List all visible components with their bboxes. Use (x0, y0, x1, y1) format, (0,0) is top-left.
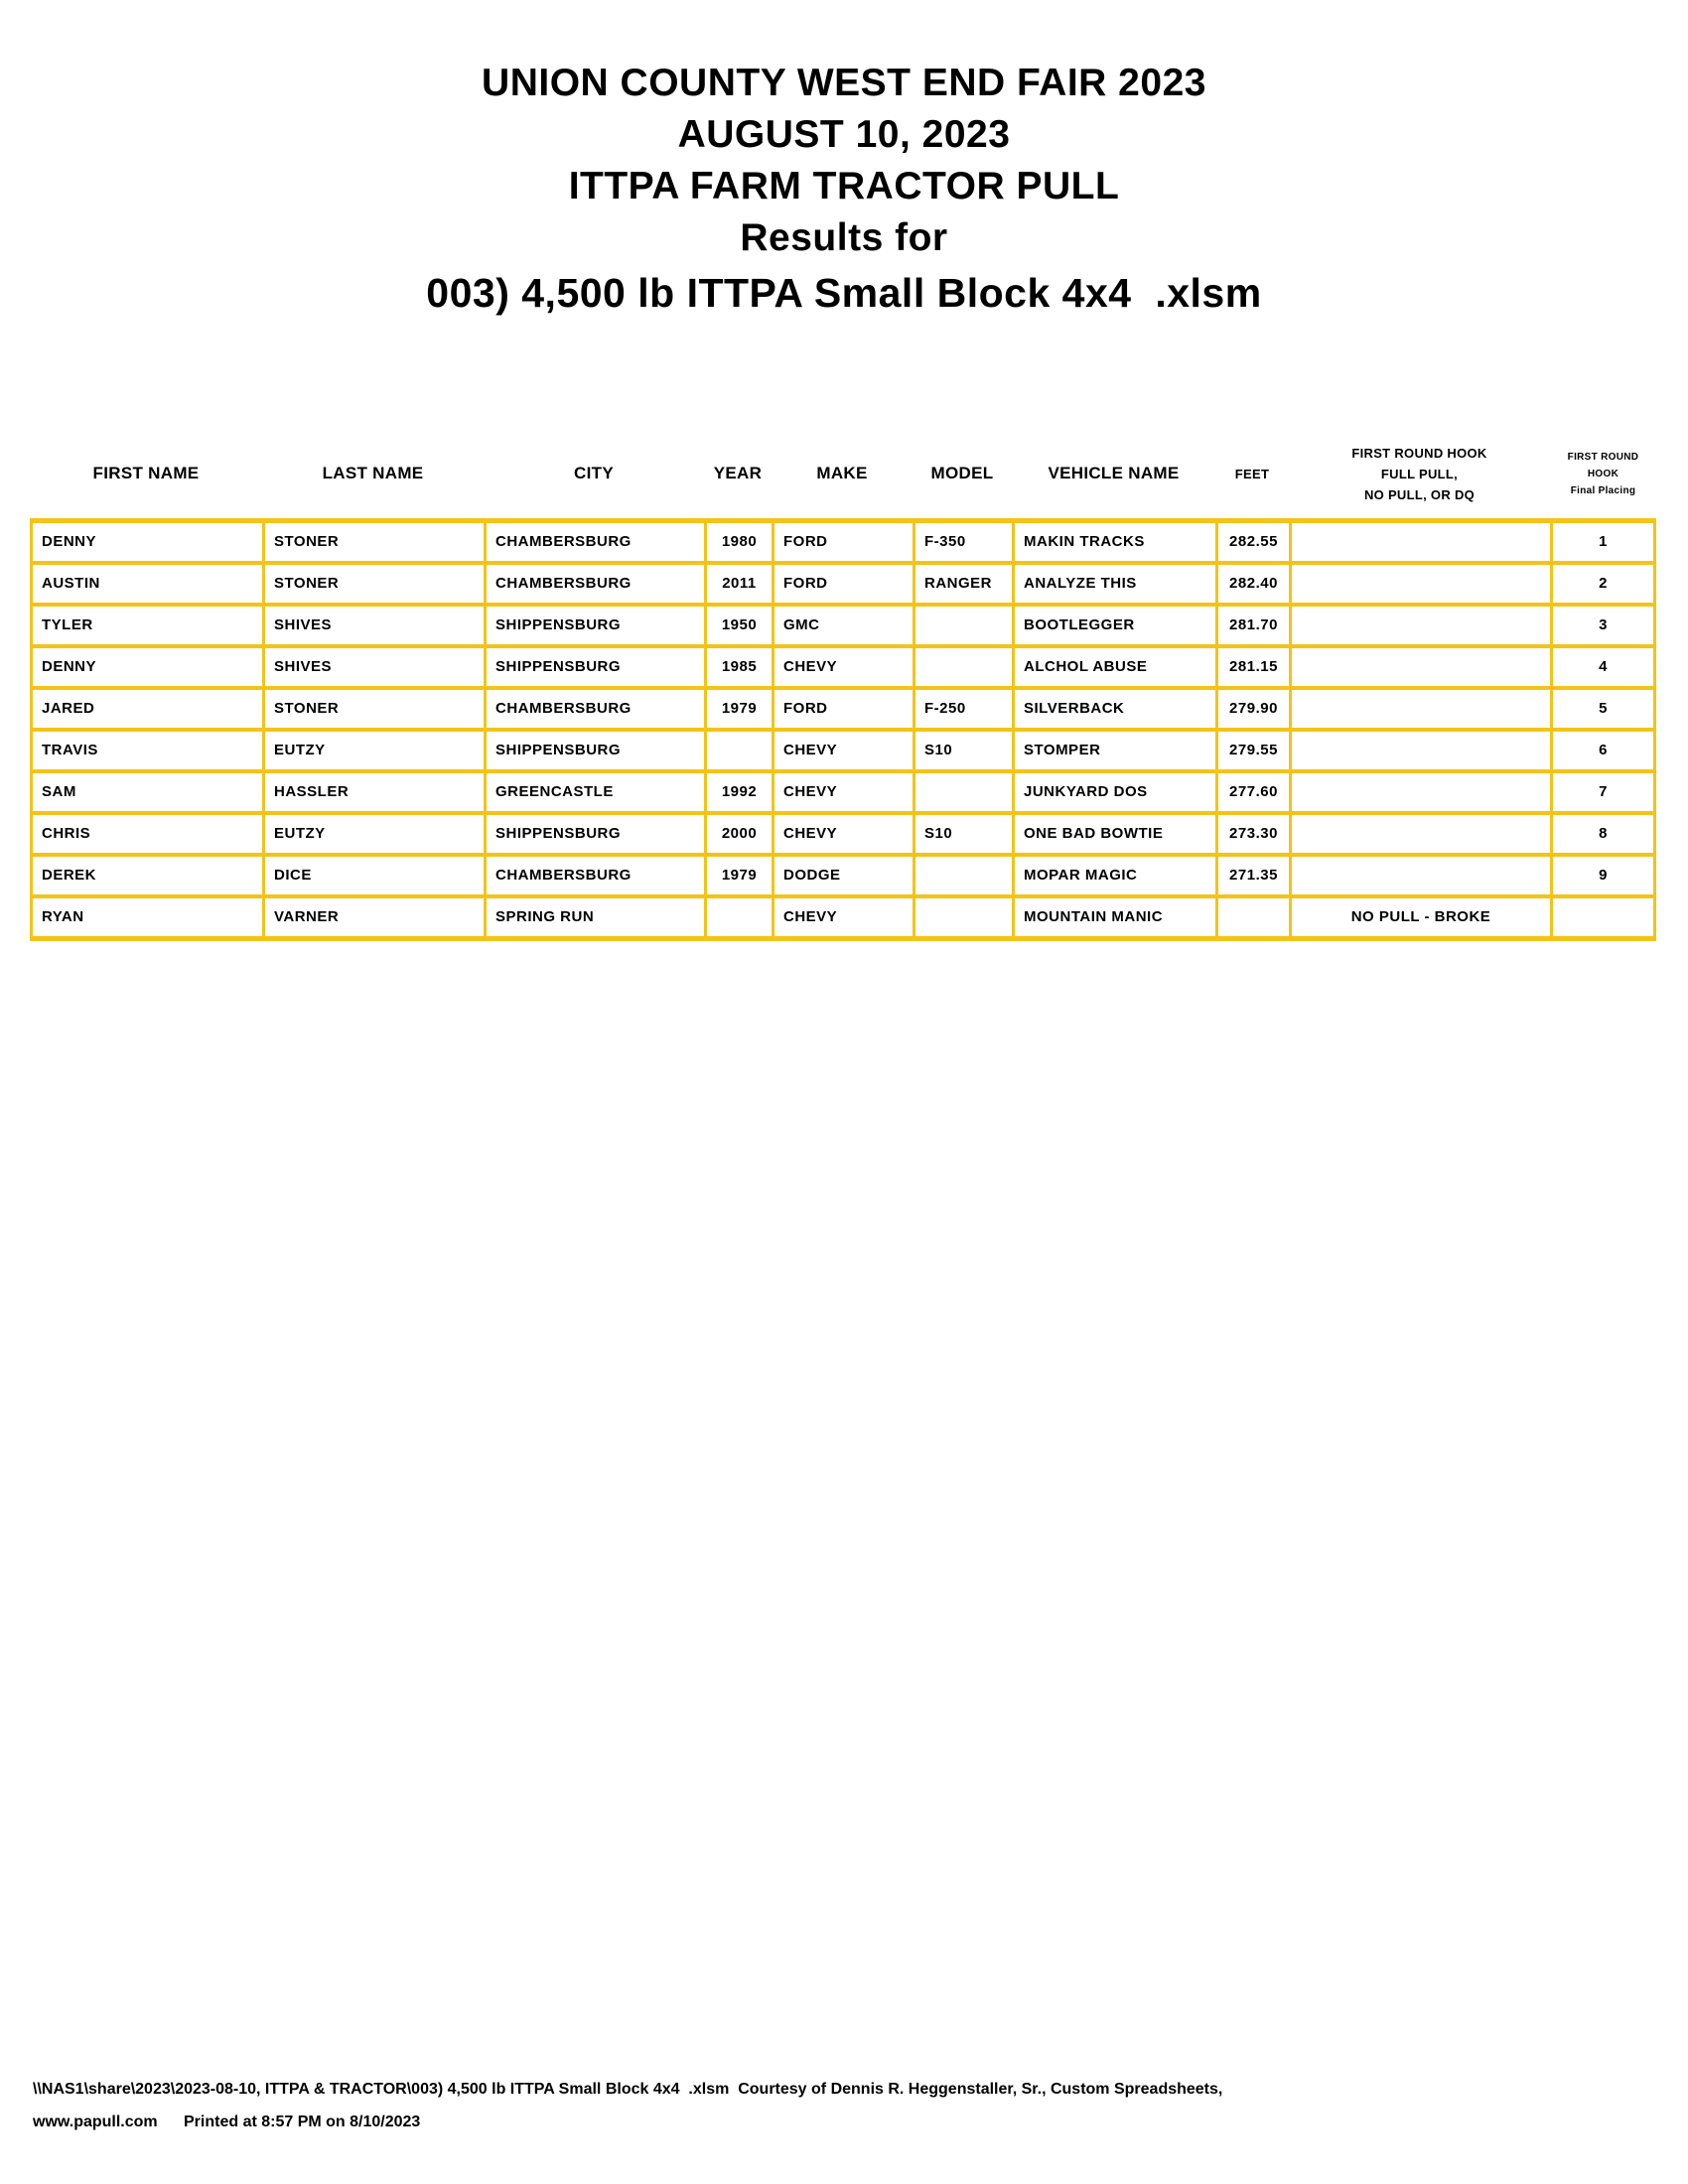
table-cell (913, 857, 1012, 894)
results-label: Results for (740, 216, 948, 259)
table-cell: 281.70 (1215, 607, 1289, 644)
table-cell (704, 898, 772, 936)
document-footer (33, 2081, 1222, 2131)
event-type: ITTPA FARM TRACTOR PULL (568, 165, 1120, 207)
printed-timestamp: Printed at 8:57 PM on 8/10/2023 (184, 2114, 421, 2130)
table-cell: SHIPPENSBURG (484, 732, 704, 769)
table-cell: SAM (30, 773, 262, 811)
table-cell: SILVERBACK (1012, 690, 1215, 728)
table-cell: ONE BAD BOWTIE (1012, 815, 1215, 853)
table-row (30, 773, 1656, 815)
column-header: FEET (1234, 466, 1270, 481)
table-cell: SPRING RUN (484, 898, 704, 936)
table-cell: CHAMBERSBURG (484, 565, 704, 603)
table-cell: NO PULL - BROKE (1289, 898, 1550, 936)
table-cell: 1950 (704, 607, 772, 644)
column-header: LAST NAME (322, 464, 424, 482)
table-cell: AUSTIN (30, 565, 262, 603)
results-table (30, 518, 1656, 941)
event-date: AUGUST 10, 2023 (677, 113, 1011, 156)
table-cell: S10 (913, 732, 1012, 769)
table-cell: CHAMBERSBURG (484, 857, 704, 894)
table-cell (704, 732, 772, 769)
column-header: FIRST ROUND HOOK FULL PULL, NO PULL, OR DQ (1351, 445, 1487, 502)
table-cell: GMC (772, 607, 913, 644)
table-cell: 271.35 (1215, 857, 1289, 894)
table-cell: TRAVIS (30, 732, 262, 769)
column-header: FIRST NAME (92, 464, 200, 482)
table-row (30, 857, 1656, 898)
table-cell (1215, 898, 1289, 936)
table-row (30, 732, 1656, 773)
table-cell: 281.15 (1215, 648, 1289, 686)
table-cell: SHIPPENSBURG (484, 607, 704, 644)
table-cell: 1980 (704, 523, 772, 561)
table-cell: RANGER (913, 565, 1012, 603)
table-cell: MOPAR MAGIC (1012, 857, 1215, 894)
table-cell: 279.55 (1215, 732, 1289, 769)
table-row (30, 523, 1656, 565)
table-cell: CHEVY (772, 648, 913, 686)
table-cell: CHAMBERSBURG (484, 523, 704, 561)
table-cell: MAKIN TRACKS (1012, 523, 1215, 561)
table-cell: RYAN (30, 898, 262, 936)
table-cell (913, 773, 1012, 811)
table-cell (1550, 898, 1656, 936)
table-cell: FORD (772, 565, 913, 603)
table-cell: 2000 (704, 815, 772, 853)
table-cell: 277.60 (1215, 773, 1289, 811)
table-cell: S10 (913, 815, 1012, 853)
table-cell (1289, 607, 1550, 644)
table-cell: 1979 (704, 690, 772, 728)
table-cell: 6 (1550, 732, 1656, 769)
table-cell: DEREK (30, 857, 262, 894)
table-cell: 3 (1550, 607, 1656, 644)
table-cell: EUTZY (262, 732, 484, 769)
table-cell: JARED (30, 690, 262, 728)
table-cell: 273.30 (1215, 815, 1289, 853)
table-cell: CHAMBERSBURG (484, 690, 704, 728)
table-cell: 2 (1550, 565, 1656, 603)
table-cell (1289, 815, 1550, 853)
table-cell: HASSLER (262, 773, 484, 811)
table-cell: DENNY (30, 648, 262, 686)
table-cell: 8 (1550, 815, 1656, 853)
table-cell: 1979 (704, 857, 772, 894)
table-cell (1289, 773, 1550, 811)
table-row (30, 690, 1656, 732)
table-cell: STONER (262, 523, 484, 561)
table-cell: CHEVY (772, 898, 913, 936)
document-header (0, 58, 1688, 322)
table-cell (913, 607, 1012, 644)
table-cell: DICE (262, 857, 484, 894)
table-cell (1289, 732, 1550, 769)
table-cell (1289, 565, 1550, 603)
table-cell: CHEVY (772, 815, 913, 853)
table-cell: 7 (1550, 773, 1656, 811)
table-cell: ALCHOL ABUSE (1012, 648, 1215, 686)
table-cell: JUNKYARD DOS (1012, 773, 1215, 811)
table-cell (913, 648, 1012, 686)
table-cell: F-350 (913, 523, 1012, 561)
table-cell: 279.90 (1215, 690, 1289, 728)
table-row (30, 565, 1656, 607)
table-cell: 5 (1550, 690, 1656, 728)
table-cell (1289, 648, 1550, 686)
table-cell (913, 898, 1012, 936)
table-cell: DODGE (772, 857, 913, 894)
table-cell: STONER (262, 565, 484, 603)
table-row (30, 648, 1656, 690)
table-cell: ANALYZE THIS (1012, 565, 1215, 603)
table-cell: VARNER (262, 898, 484, 936)
column-header: MAKE (816, 464, 868, 482)
table-cell: STONER (262, 690, 484, 728)
table-cell: SHIPPENSBURG (484, 648, 704, 686)
column-header: YEAR (713, 464, 763, 482)
table-row (30, 898, 1656, 936)
table-cell: MOUNTAIN MANIC (1012, 898, 1215, 936)
table-cell (1289, 857, 1550, 894)
table-cell: 282.55 (1215, 523, 1289, 561)
table-cell: 1 (1550, 523, 1656, 561)
table-cell: EUTZY (262, 815, 484, 853)
table-cell (1289, 690, 1550, 728)
table-cell: F-250 (913, 690, 1012, 728)
table-cell: 9 (1550, 857, 1656, 894)
column-header: FIRST ROUND HOOK Final Placing (1567, 451, 1639, 496)
column-headers (30, 433, 1656, 514)
table-cell: FORD (772, 690, 913, 728)
table-cell: CHEVY (772, 732, 913, 769)
table-cell: SHIVES (262, 607, 484, 644)
website-url: www.papull.com (33, 2114, 158, 2130)
event-title: UNION COUNTY WEST END FAIR 2023 (482, 62, 1206, 104)
table-cell (1289, 523, 1550, 561)
table-cell: CHRIS (30, 815, 262, 853)
table-cell: FORD (772, 523, 913, 561)
column-header: VEHICLE NAME (1048, 464, 1180, 482)
table-cell: BOOTLEGGER (1012, 607, 1215, 644)
table-cell: SHIVES (262, 648, 484, 686)
file-path-line: \\NAS1\share\2023\2023-08-10, ITTPA & TRACTOR\003) 4,500 lb ITTPA Small Block 4x4 .xlsm Courtesy of Dennis R. Heggenstaller, Sr., Custom Spreadsheets, (33, 2081, 1223, 2098)
class-title: 003) 4,500 lb ITTPA Small Block 4x4 .xlsm (426, 270, 1262, 316)
table-cell: 282.40 (1215, 565, 1289, 603)
table-cell: SHIPPENSBURG (484, 815, 704, 853)
footer-second-line (33, 2114, 1222, 2131)
table-cell: TYLER (30, 607, 262, 644)
column-header: MODEL (930, 464, 994, 482)
column-header: CITY (574, 464, 614, 482)
table-cell: CHEVY (772, 773, 913, 811)
table-cell: 2011 (704, 565, 772, 603)
table-row (30, 607, 1656, 648)
table-cell: DENNY (30, 523, 262, 561)
table-cell: STOMPER (1012, 732, 1215, 769)
table-cell: 4 (1550, 648, 1656, 686)
table-cell: 1992 (704, 773, 772, 811)
table-row (30, 815, 1656, 857)
table-cell: 1985 (704, 648, 772, 686)
table-cell: GREENCASTLE (484, 773, 704, 811)
